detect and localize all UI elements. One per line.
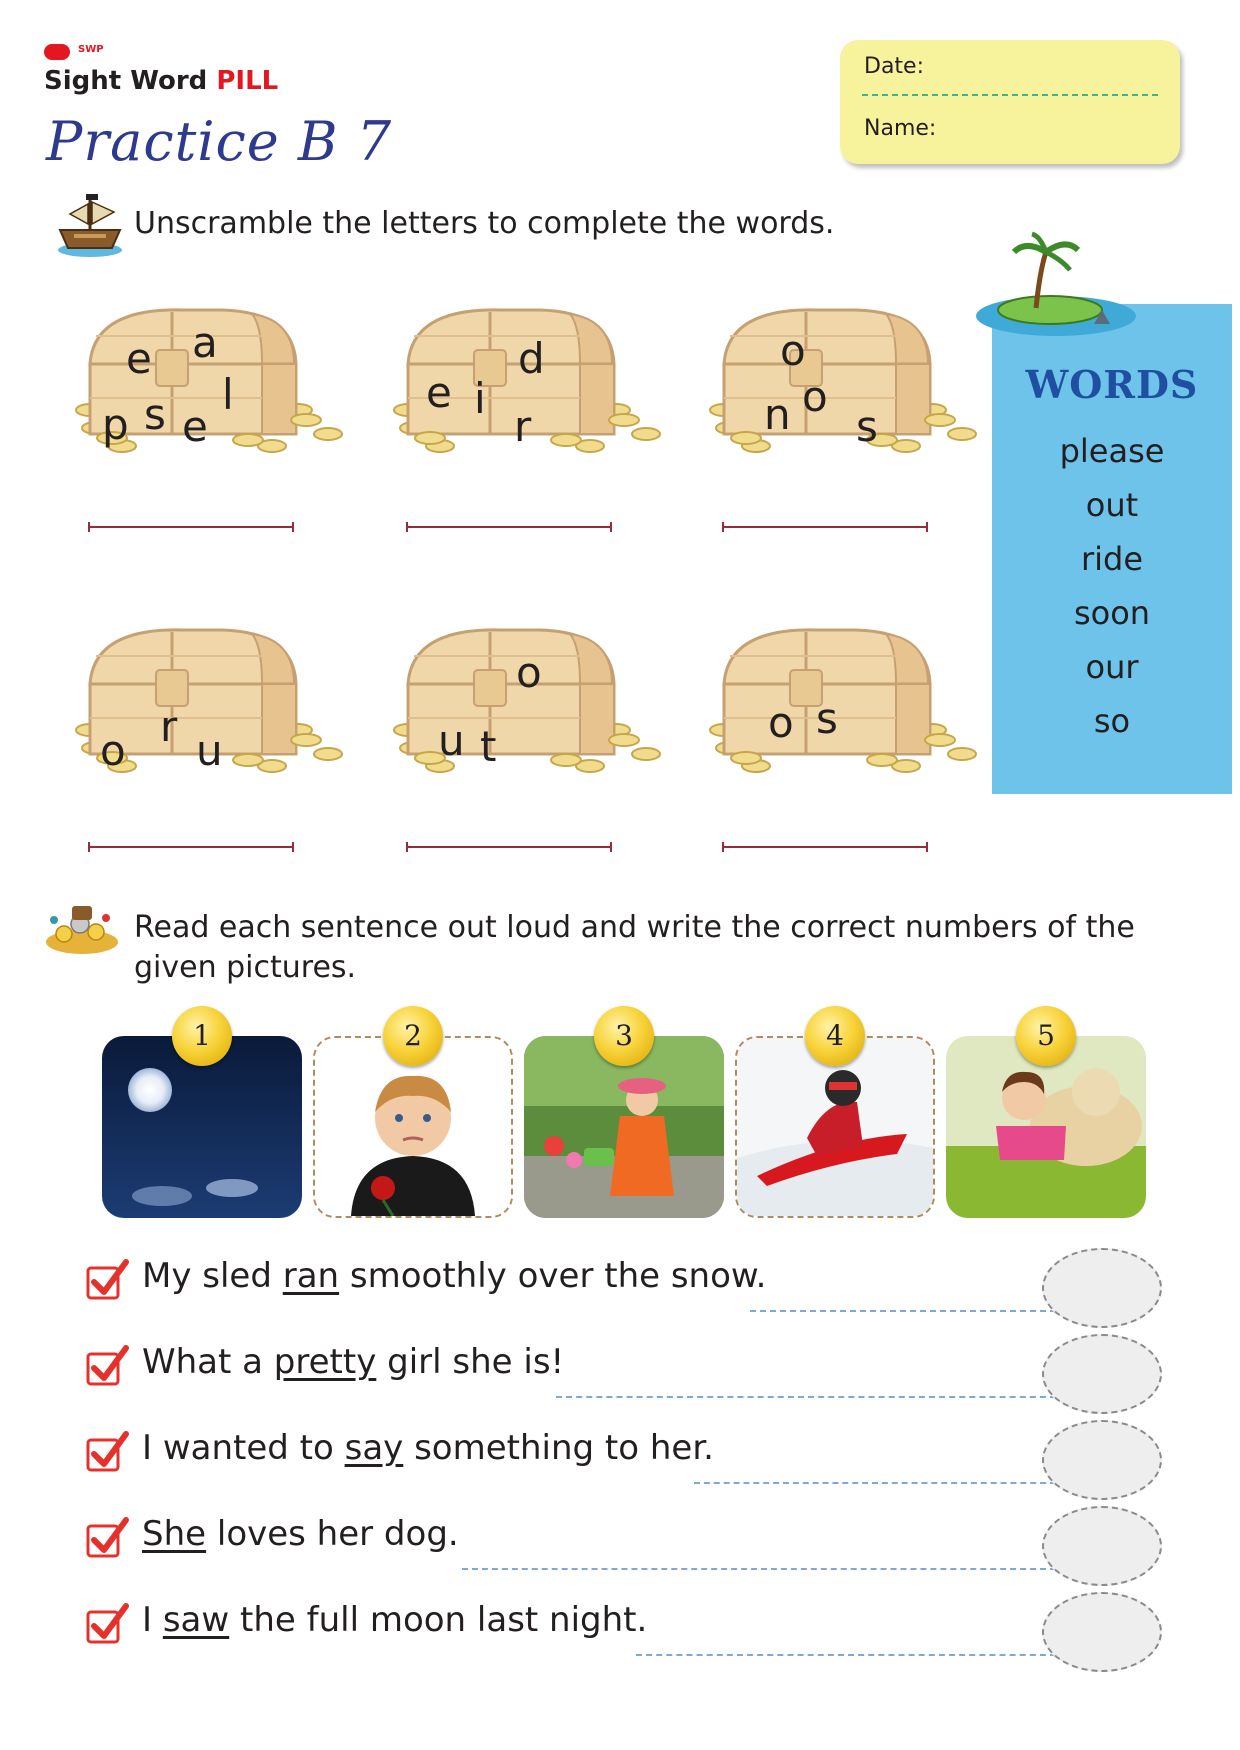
sentence-5 (142, 1600, 647, 1640)
date-name-box (840, 40, 1180, 164)
checkmark-icon (86, 1516, 130, 1560)
answer-line-5[interactable] (406, 846, 612, 848)
answer-dotted-line (750, 1310, 1056, 1312)
checkmark-icon (86, 1344, 130, 1388)
sentence-4 (142, 1514, 459, 1554)
scrambled-letter: o (516, 648, 542, 697)
number-badge-label: 2 (404, 1019, 422, 1052)
sentence-1 (142, 1256, 766, 1296)
treasure-chest-4 (72, 626, 352, 776)
brand-name-main: Sight Word (44, 66, 217, 96)
answer-dotted-line (636, 1654, 1056, 1656)
section2-instruction: Read each sentence out loud and write the correct numbers of the given pictures. (134, 910, 1135, 985)
word-bank-item: ride (1080, 540, 1144, 578)
sight-word: saw (162, 1600, 230, 1640)
sentence-text: I (142, 1600, 163, 1640)
sight-word: say (344, 1428, 404, 1468)
answer-line-6[interactable] (722, 846, 928, 848)
scrambled-letter: n (764, 390, 791, 439)
number-badge-3 (594, 1006, 654, 1066)
answer-oval-2[interactable] (1042, 1334, 1162, 1414)
treasure-chest-5 (390, 626, 670, 776)
scrambled-letter: t (480, 722, 497, 771)
brand-small-text: SWP (78, 44, 104, 55)
word-bank (992, 304, 1232, 794)
sight-word: ran (282, 1256, 340, 1296)
word-bank-item: our (1085, 648, 1139, 686)
pill-icon (44, 44, 70, 60)
answer-dotted-line (694, 1482, 1056, 1484)
treasure-pile-icon (40, 898, 122, 958)
treasure-chest-6 (706, 626, 986, 776)
scrambled-letter: i (474, 374, 486, 423)
island-icon (970, 230, 1140, 340)
answer-line-3[interactable] (722, 526, 928, 528)
sentence-2 (142, 1342, 564, 1382)
sentence-text: loves her dog. (206, 1514, 459, 1554)
scrambled-letter: s (144, 390, 166, 439)
scrambled-letter: e (426, 368, 452, 417)
scrambled-letter: e (126, 334, 152, 383)
answer-oval-4[interactable] (1042, 1506, 1162, 1586)
scrambled-letter: p (102, 400, 129, 449)
answer-oval-3[interactable] (1042, 1420, 1162, 1500)
scrambled-letter: r (514, 402, 532, 451)
sentence-text: smoothly over the snow. (339, 1256, 767, 1296)
scrambled-letter: o (768, 698, 794, 747)
brand-logo (44, 40, 304, 100)
number-badge-4 (805, 1006, 865, 1066)
date-label: Date: (864, 54, 924, 79)
sentence-text: I wanted to (142, 1428, 345, 1468)
number-badge-label: 3 (615, 1019, 633, 1052)
number-badge-label: 5 (1037, 1019, 1055, 1052)
number-badge-label: 4 (826, 1019, 844, 1052)
word-bank-item: so (1093, 702, 1131, 740)
scrambled-letter: u (196, 726, 223, 775)
scrambled-letter: e (182, 402, 208, 451)
answer-line-1[interactable] (88, 526, 294, 528)
scrambled-letter: u (438, 716, 465, 765)
scrambled-letter: o (802, 372, 828, 421)
answer-line-4[interactable] (88, 846, 294, 848)
word-bank-title: WORDS (1025, 362, 1199, 407)
sentence-text: What a (142, 1342, 274, 1382)
word-bank-item: soon (1073, 594, 1151, 632)
scrambled-letter: l (222, 370, 234, 419)
scrambled-letter: r (160, 702, 178, 751)
sentence-3 (142, 1428, 714, 1468)
answer-oval-5[interactable] (1042, 1592, 1162, 1672)
answer-oval-1[interactable] (1042, 1248, 1162, 1328)
page-title: Practice B 7 (46, 110, 393, 173)
word-bank-item: please (1059, 432, 1165, 470)
scrambled-letter: o (780, 326, 806, 375)
scrambled-letter: s (856, 402, 878, 451)
sentence-text: the full moon last night. (229, 1600, 648, 1640)
word-bank-item: out (1085, 486, 1139, 524)
pirate-ship-icon (54, 190, 126, 262)
scrambled-letter: a (192, 318, 218, 367)
treasure-chest-1 (72, 306, 352, 456)
treasure-chest-2 (390, 306, 670, 456)
answer-dotted-line (462, 1568, 1056, 1570)
scrambled-letter: s (816, 694, 838, 743)
sentence-text: My sled (142, 1256, 283, 1296)
number-badge-2 (383, 1006, 443, 1066)
checkmark-icon (86, 1258, 130, 1302)
scrambled-letter: o (100, 726, 126, 775)
number-badge-label: 1 (193, 1019, 211, 1052)
sentence-text: something to her. (403, 1428, 714, 1468)
brand-name (44, 66, 278, 96)
date-line[interactable] (862, 94, 1158, 96)
scrambled-letter: d (518, 334, 545, 383)
number-badge-5 (1016, 1006, 1076, 1066)
checkmark-icon (86, 1430, 130, 1474)
sight-word: She (142, 1514, 207, 1554)
checkmark-icon (86, 1602, 130, 1646)
brand-name-accent: PILL (216, 66, 279, 96)
treasure-chest-3 (706, 306, 986, 456)
answer-dotted-line (556, 1396, 1056, 1398)
sight-word: pretty (273, 1342, 377, 1382)
name-label: Name: (864, 116, 937, 141)
answer-line-2[interactable] (406, 526, 612, 528)
section1-instruction: Unscramble the letters to complete the words. (134, 206, 835, 241)
number-badge-1 (172, 1006, 232, 1066)
sentence-text: girl she is! (376, 1342, 565, 1382)
